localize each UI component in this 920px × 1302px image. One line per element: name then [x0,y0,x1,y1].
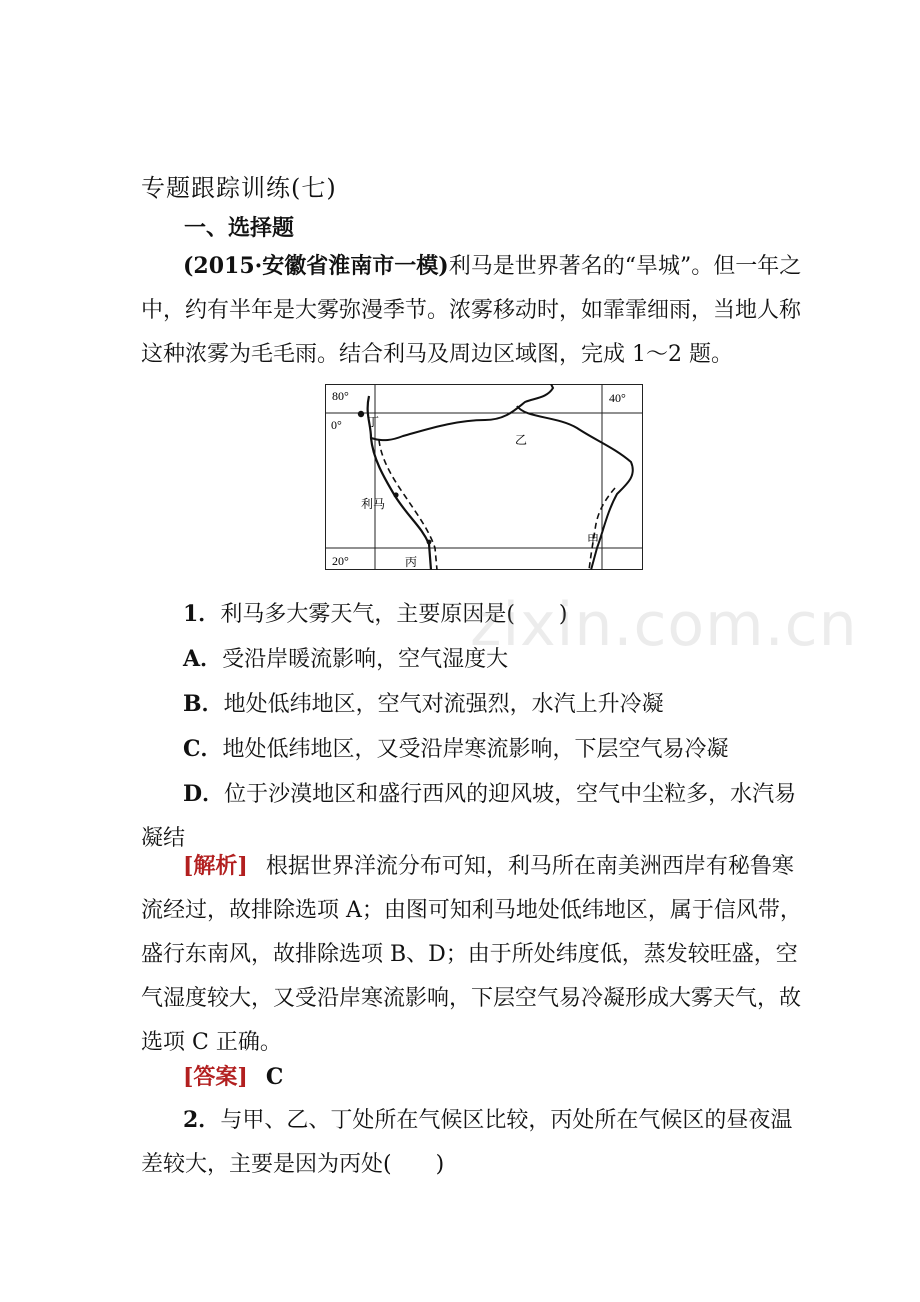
section-heading: 一、选择题 [184,215,295,241]
intro-source: (2015·安徽省淮南市一模) [183,253,449,279]
q1-option-b-label: B． [183,691,224,717]
q1-option-a-text: 受沿岸暖流影响，空气湿度大 [222,647,509,672]
analysis-line-4: 气湿度较大，又受沿岸寒流影响，下层空气易冷凝形成大雾天气，故 [141,986,802,1011]
analysis-line-1 [141,844,794,889]
intro-line-1-text: 利马是世界著名的“旱城”。但一年之 [448,254,802,279]
jia-label: 甲 [587,533,600,547]
q1-option-a-label: A． [183,646,223,672]
q1-option-c-text: 地处低纬地区，又受沿岸寒流影响，下层空气易冷凝 [222,737,729,762]
ding-marker [358,411,364,417]
q1-option-b-text: 地处低纬地区，空气对流强烈，水汽上升冷凝 [223,692,664,717]
lima-marker [393,492,398,497]
q1-option-d [141,772,797,817]
q2-number: 2． [183,1107,221,1133]
yi-label: 乙 [515,433,528,447]
q1-option-d-cont: 凝结 [141,826,186,851]
lon-80-label: 80° [332,389,349,403]
question-2 [141,1098,793,1187]
lima-region-map [325,384,643,570]
analysis-line-2: 流经过，故排除选项 A；由图可知利马地处低纬地区，属于信风带， [141,898,802,923]
q2-line-1-text: 与甲、乙、丁处所在气候区比较，丙处所在气候区的昼夜温 [220,1108,793,1133]
intro-line-1 [141,244,802,289]
bing-marker [427,540,432,545]
lon-40-label: 40° [609,391,626,405]
q1-option-b [141,682,786,727]
lat-20-label: 20° [332,554,349,568]
analysis-tag: [解析] [183,853,248,879]
page-title: 专题跟踪训练(七) [141,174,337,202]
lat-0-label: 0° [331,418,342,432]
watermark: zixin.com.cn [470,590,858,660]
lima-label: 利马 [361,497,386,511]
q1-option-c-label: C． [183,736,223,762]
q1-option-d-label: D． [183,781,225,807]
analysis-block [141,844,802,1065]
analysis-line-3: 盛行东南风，故排除选项 B、D；由于所处纬度低，蒸发较旺盛，空 [141,942,798,967]
bing-label: 丙 [405,555,418,569]
q1-option-c [141,727,786,772]
answer-block [141,1055,786,1100]
analysis-line-5: 选项 C 正确。 [141,1030,282,1055]
intro-line-3: 这种浓雾为毛毛雨。结合利马及周边区域图，完成 1～2 题。 [141,342,733,367]
q1-option-d-text: 位于沙漠地区和盛行西风的迎风坡，空气中尘粒多，水汽易 [224,782,797,807]
analysis-line-1-text: 根据世界洋流分布可知，利马所在南美洲西岸有秘鲁寒 [265,854,794,879]
answer-line [141,1055,786,1100]
intro-line-2: 中，约有半年是大雾弥漫季节。浓雾移动时，如霏霏细雨，当地人称 [141,298,802,323]
answer-tag: [答案] [183,1064,248,1090]
answer-value: C [265,1064,284,1090]
ding-label: 丁 [367,415,380,429]
q1-stem-text: 利马多大雾天气，主要原因是( ) [220,602,568,627]
intro-paragraph [141,244,802,377]
q2-line-1 [141,1098,793,1143]
q1-number: 1． [183,601,221,627]
q2-line-2: 差较大，主要是因为丙处( ) [141,1152,445,1177]
